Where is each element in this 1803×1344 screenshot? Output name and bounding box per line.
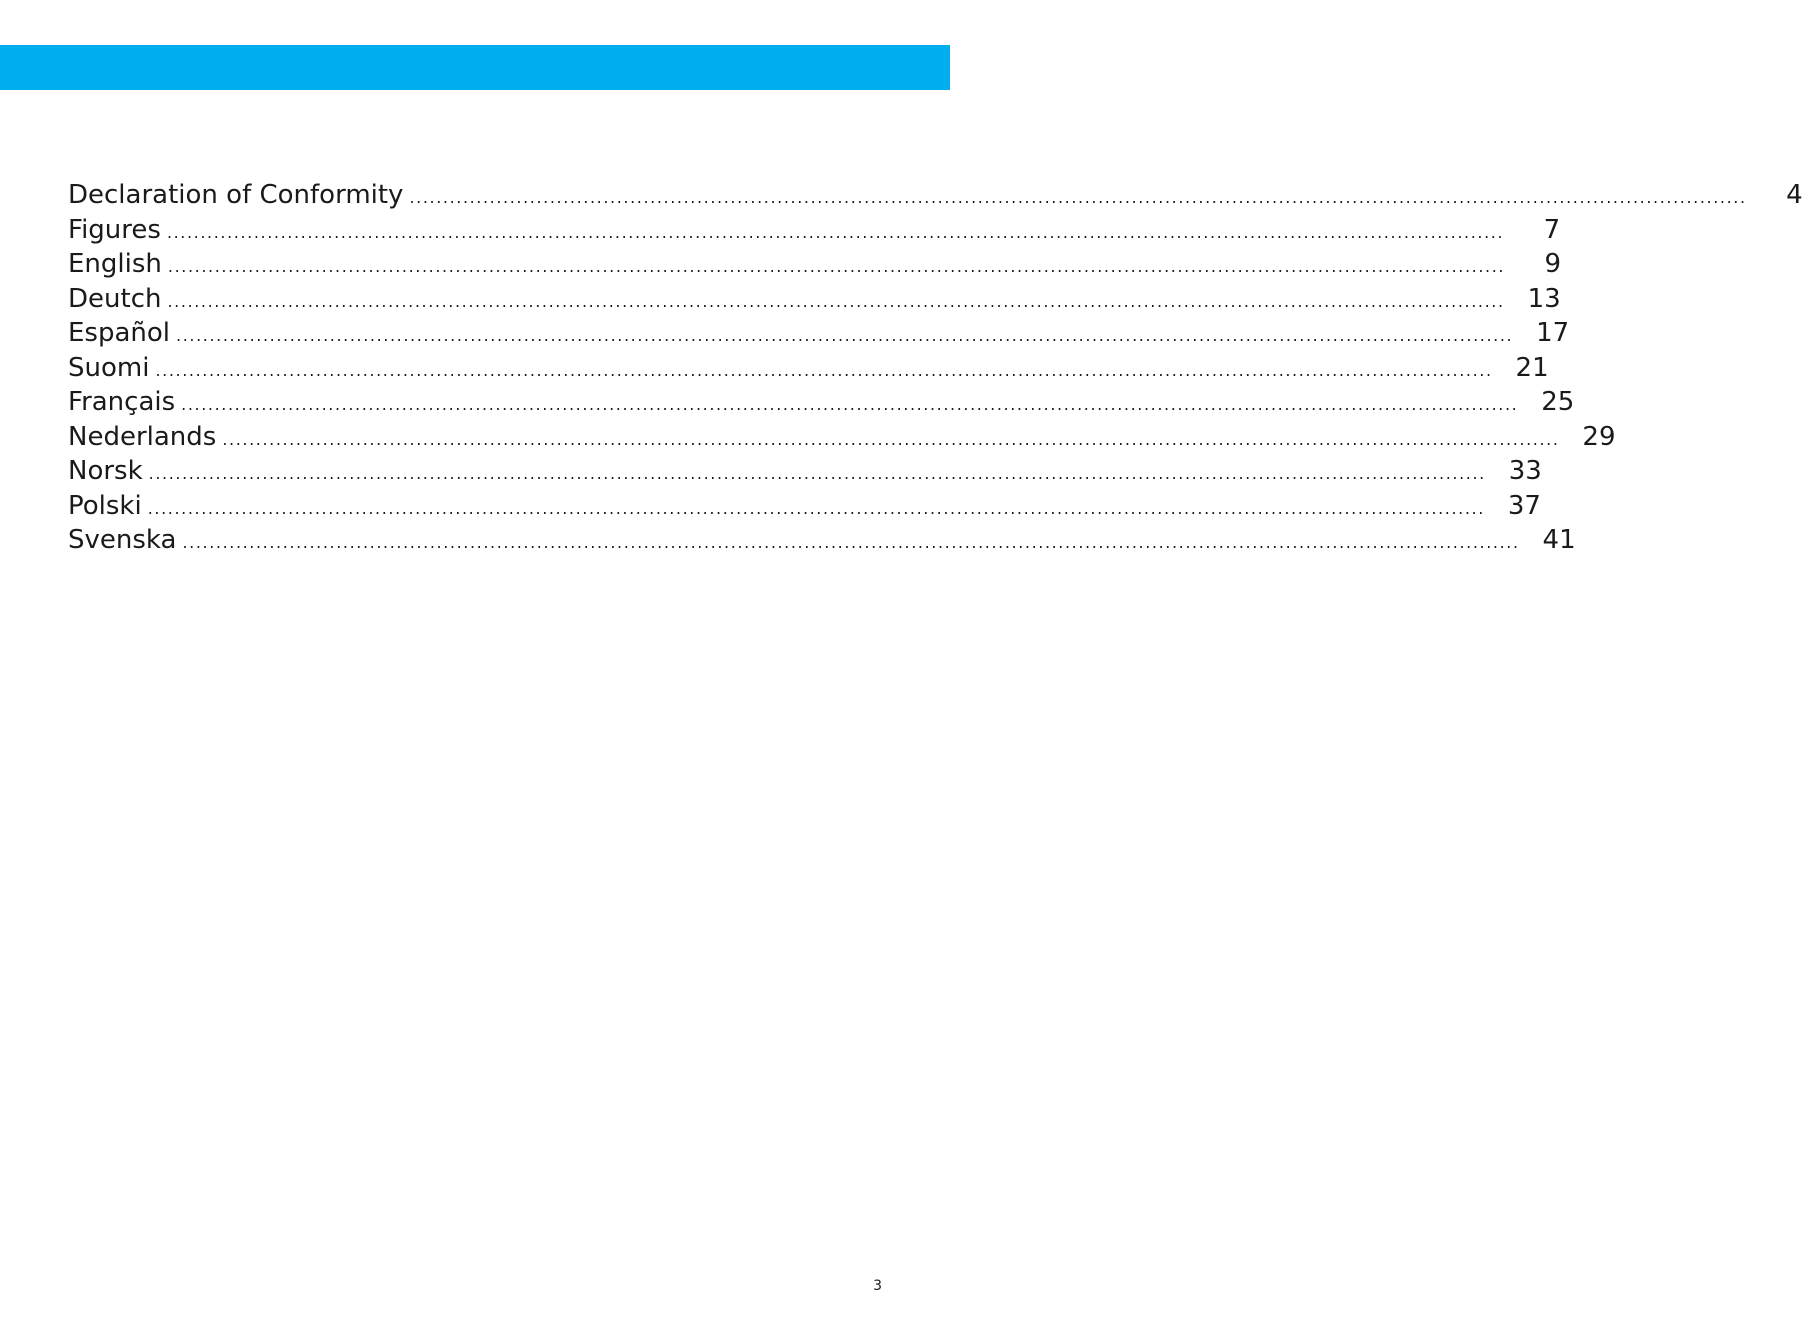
toc-entry-label: Figures	[68, 214, 161, 245]
toc-entry-label: Français	[68, 387, 176, 417]
toc-entry-page: 9	[1544, 249, 1562, 279]
toc-entry[interactable]	[68, 454, 1542, 489]
toc-entry[interactable]	[68, 316, 1570, 351]
toc-entry[interactable]	[68, 385, 1575, 420]
toc-entry-page: 17	[1536, 318, 1570, 348]
toc-entry-label: Suomi	[68, 352, 150, 383]
toc-entry-page: 7	[1543, 214, 1561, 245]
toc-entry-label: Norsk	[68, 456, 143, 486]
table-of-contents	[68, 178, 1803, 558]
toc-entry-page: 33	[1508, 456, 1542, 486]
toc-entry-page: 41	[1542, 525, 1576, 555]
dot-leader: ........................................................................................................................................................................................................	[409, 188, 1747, 207]
toc-entry[interactable]	[68, 489, 1541, 524]
toc-entry[interactable]	[68, 282, 1561, 317]
dot-leader: ........................................................................................................................................................................................................	[182, 533, 1520, 552]
dot-leader: ........................................................................................................................................................................................................	[147, 498, 1485, 518]
toc-entry-label: Declaration of Conformity	[68, 180, 404, 210]
toc-entry-page: 37	[1507, 490, 1541, 521]
toc-entry-label: Svenska	[68, 525, 177, 555]
toc-entry-page: 29	[1582, 421, 1616, 452]
dot-leader: ........................................................................................................................................................................................................	[167, 257, 1506, 276]
page-number: 3	[873, 1278, 882, 1294]
toc-entry-page: 4	[1786, 180, 1803, 210]
toc-entry-label: English	[68, 249, 162, 279]
toc-entry-label: Deutch	[68, 283, 162, 314]
toc-entry[interactable]	[68, 420, 1616, 455]
toc-entry[interactable]	[68, 523, 1576, 558]
toc-entry[interactable]	[68, 213, 1561, 248]
toc-entry-page: 21	[1515, 352, 1549, 383]
toc-entry[interactable]	[68, 247, 1562, 282]
toc-entry-label: Nederlands	[68, 421, 217, 452]
dot-leader: ........................................................................................................................................................................................................	[148, 464, 1486, 483]
header-color-band	[0, 45, 950, 90]
toc-entry-label: Español	[68, 318, 171, 348]
dot-leader: ........................................................................................................................................................................................................	[176, 326, 1514, 345]
dot-leader: ........................................................................................................................................................................................................	[155, 360, 1493, 380]
toc-entry-page: 13	[1527, 283, 1561, 314]
toc-entry-page: 25	[1541, 387, 1575, 417]
dot-leader: ........................................................................................................................................................................................................	[166, 222, 1505, 242]
toc-entry-label: Polski	[68, 490, 142, 521]
toc-entry[interactable]	[68, 351, 1549, 386]
dot-leader: ........................................................................................................................................................................................................	[222, 429, 1560, 449]
dot-leader: ........................................................................................................................................................................................................	[181, 395, 1519, 414]
dot-leader: ........................................................................................................................................................................................................	[167, 291, 1505, 311]
toc-entry[interactable]	[68, 178, 1803, 213]
